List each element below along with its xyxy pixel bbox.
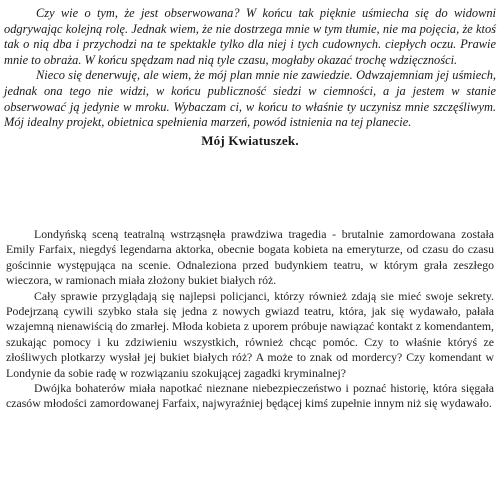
story-paragraph: Londyńską sceną teatralną wstrząsnęła prawdziwa tragedia - brutalnie zamordowana została Emily Farfaix, niegdyś legendarna aktorka, obecnie bogata kobieta na emeryturze, od czasu do czasu gościnnie występująca na scenie. Odnaleziona przed budynkiem teatru, w którym grała zeszłego wieczora, w ramionach miała złożony bukiet białych róż. [6,227,494,288]
story-paragraph: Dwójka bohaterów miała napotkać nieznane niebezpieczeństwo i poznać historię, która sięgała czasów młodości zamordowanej Farfaix, najwyraźniej będącej kimś zupełnie innym niż się wydawało. [6,381,494,411]
letter-section [4,6,496,148]
story-paragraph: Cały sprawie przyglądają się najlepsi policjanci, którzy również zdają sie mieć swoje sekrety. Podejrzaną cywili szybko stała się jedna z nowych gwiazd teatru, która, jak się wydawało, pałała wzajemną nienawiścią do zmarłej. Młoda kobieta z uporem próbuje nawiązać kontakt z komendantem, szukając pomocy i ku zdziwieniu wszystkich, również chcąc pomóc. Czy to właśnie któryś ze złośliwych plotkarzy wysłał jej bukiet białych róż? A może to znak od mordercy? Czy komendant w Londynie da sobie radę w rozwiązaniu szokującej zagadki kryminalnej? [6,288,494,380]
letter-paragraph: Czy wie o tym, że jest obserwowana? W końcu tak pięknie uśmiecha się do widowni odgrywając kolejną rolę. Jednak wiem, że nie dostrzega mnie w tym tłumie, nie ma pojęcia, że ktoś tak o nią dba i przychodzi na te spektakle tylko dla niej i tych cudownych. ciepłych oczu. Prawie mnie to obraża. W końcu spędzam nad nią tyle czasu, mogłaby okazać trochę wdzięczności. [4,6,496,67]
letter-paragraph: Nieco się denerwuję, ale wiem, że mój plan mnie nie zawiedzie. Odwzajemniam jej uśmiech, jednak ona tego nie widzi, w końcu publiczność siedzi w ciemności, a ja jestem w stanie obserwować ją jedynie w mroku. Wybaczam ci, w końcu to właśnie ty uczynisz mnie szczęśliwym. Mój idealny projekt, obietnica spełnienia marzeń, powód istnienia na tej planecie. [4,68,496,130]
story-section [6,227,494,412]
letter-signature: Mój Kwiatuszek. [201,132,299,148]
